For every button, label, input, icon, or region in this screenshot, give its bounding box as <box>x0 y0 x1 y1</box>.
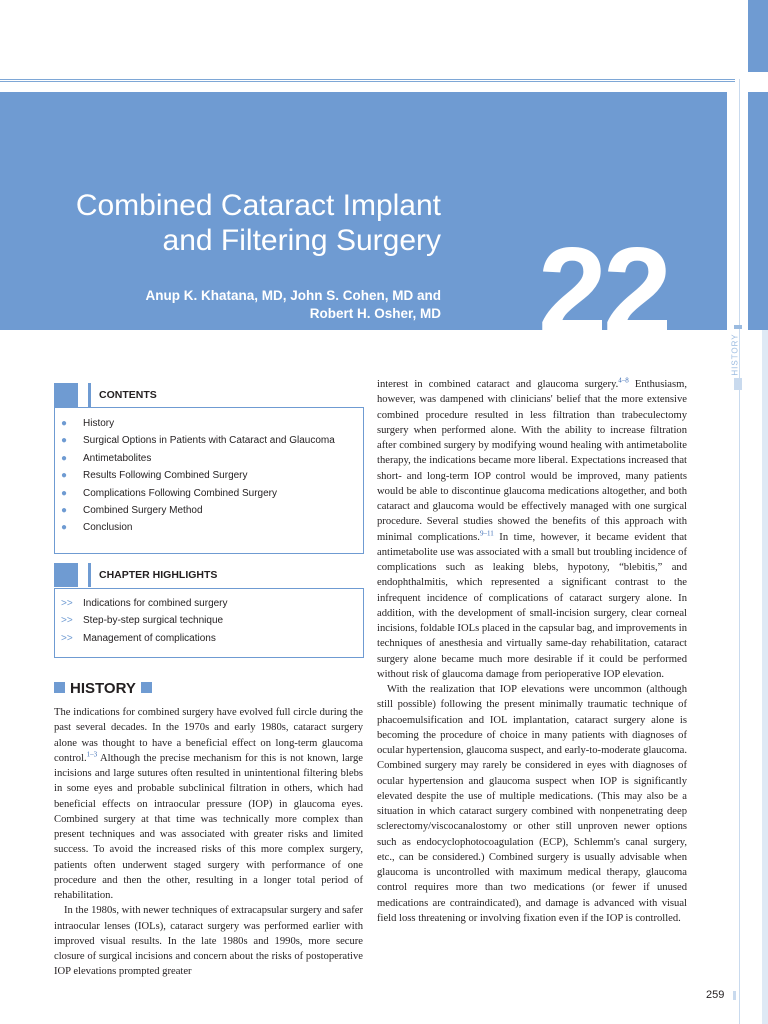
authors-line2: Robert H. Osher, MD <box>309 306 441 321</box>
bullet-icon: ● <box>61 487 68 499</box>
square-icon <box>141 682 152 693</box>
paragraph: With the realization that IOP elevations were uncommon (although still possible) following the present minimally traumatic technique of phacoemulsification and IOL implantation, cataract surgery alone is becoming the procedure of choice in many patients with diagnoses of ocular hypertension, glaucoma suspect, and early-to-moderate glaucoma. Combined surgery may rarely be considered in eyes with diagnoses of ocular hypertension and glaucoma suspect when IOP is significantly elevated despite the use of multiple medications. (This may also be a situation in which cataract surgery combined with nonpenetrating deep sclerectomy/viscocanalostomy or other still unproven newer options such as endocyclophotocoagulation (ECP), Schlemm's canal surgery, etc., can be considered.) Combined surgery is usually advisable when glaucoma is uncontrolled with maximum medical therapy, glaucoma control requires more than two medications (or fewer if unused medications are contraindicated), and damage is advanced with visual field loss threatening or involving fixation even if the IOP is controlled. <box>377 684 687 924</box>
contents-item[interactable]: ● Antimetabolites <box>55 450 363 467</box>
header-rule <box>0 79 735 80</box>
side-section-label <box>730 330 742 380</box>
bullet-icon: ● <box>61 418 68 429</box>
body-column-left <box>54 705 363 980</box>
highlights-label-box <box>88 563 367 587</box>
authors-line1: Anup K. Khatana, MD, John S. Cohen, MD and <box>145 288 441 303</box>
header-rule-secondary <box>0 81 735 82</box>
section-heading-history <box>54 680 152 698</box>
highlight-item: >> Indications for combined surgery <box>55 595 363 612</box>
highlights-list <box>55 595 363 647</box>
page-number: 259 <box>706 989 725 1001</box>
chapter-title <box>76 188 441 258</box>
citation-link[interactable]: 1–3 <box>86 750 98 759</box>
contents-square-icon <box>54 383 78 407</box>
double-chevron-icon: >> <box>61 632 73 644</box>
bullet-icon: ● <box>61 435 68 447</box>
highlights-box <box>54 588 364 658</box>
paragraph: interest in combined cataract and glaucoma surgery.$^{4-8}$ Enthusiasm, however, was dampened with clinicians' belief that the more extensive combined procedure resulted in less filtration than trabeculectomy surgery when performed alone. With the ability to increase filtration after combined surgery by modifying wound healing with antimetabolite therapy, the indications became more liberal. Expectations increased that short- and long-term IOP control would be improved, many patients would be able to discontinue glaucoma medications altogether, and both cataract and glaucoma would be effectively managed with one surgical procedure. Several studies showed the benefits of this approach with minimal complications.$^{9-11}$ In time, however, it became evident that antimetabolite use was associated with a small but troubling incidence of complications such as leaking blebs, hypotony, “blebitis,” and endophthalmitis, which represented a significant contrast to the infrequent incidence of complications of cataract surgery alone. In addition, with the development of small-incision surgery, clear corneal incisions, foldable IOLs placed in the capsular bag, and improvements in techniques of anesthesia and virtually same-day rehabilitation, cataract surgery alone became much more desirable if it could be performed without risk of glaucoma damage from perioperative IOP elevation. <box>377 376 688 680</box>
contents-label-box <box>88 383 367 407</box>
side-marker <box>734 325 742 329</box>
citation-link[interactable]: 9–11 <box>479 528 494 537</box>
margin-line <box>739 79 740 1024</box>
contents-item[interactable]: ● Surgical Options in Patients with Cataract and Glaucoma <box>55 432 363 449</box>
paragraph: The indications for combined surgery have evolved full circle during the past several decades. In the 1970s and early 1980s, cataract surgery alone was thought to have a beneficial effect on long-term glaucoma control.$^{1-3}$ Although the precise mechanism for this is not known, large incisions and large sutures often resulted in unintentional filtering blebs in some eyes and probable subclinical filtration in others, which had beneficial effects on intraocular pressure (IOP) in glaucoma eyes. Combined surgery at that time was technically more complex than present techniques and was associated with greater risks and limited success. To avoid the increased risks of this more complex surgery, patients often underwent staged surgery with performance of one procedure and then the other, resulting in a longer total period of rehabilitation. <box>54 707 363 901</box>
double-chevron-icon: >> <box>61 598 73 609</box>
contents-list <box>55 415 363 537</box>
paragraph: In the 1980s, with newer techniques of extracapsular surgery and safer intraocular lenses (IOLs), cataract surgery was performed earlier with improved visual results. In the late 1980s and 1990s, more secure closure of surgical incisions and concern about the risks of postoperative IOP elevations prompted greater <box>54 905 363 978</box>
bullet-icon: ● <box>61 504 68 516</box>
bullet-icon: ● <box>61 470 68 482</box>
contents-heading: CONTENTS <box>99 389 157 401</box>
side-marker-lower <box>734 378 742 390</box>
side-section-text: HISTORY <box>730 333 740 376</box>
chapter-title-line1: Combined Cataract Implant <box>75 189 441 222</box>
highlights-heading: CHAPTER HIGHLIGHTS <box>99 569 218 581</box>
contents-item[interactable]: ● Conclusion <box>55 519 363 536</box>
chapter-title-line2: and Filtering Surgery <box>162 224 441 257</box>
highlight-item: >> Step-by-step surgical technique <box>55 612 363 629</box>
citation-link[interactable]: 4–8 <box>618 376 629 385</box>
contents-item[interactable]: ● History <box>55 415 363 432</box>
side-bar <box>762 330 768 1024</box>
page-number-marker <box>733 991 736 1000</box>
history-heading-text: HISTORY <box>70 680 136 697</box>
chapter-number: 22 <box>538 223 668 361</box>
corner-tab <box>748 0 768 72</box>
chapter-banner-tab <box>748 92 768 330</box>
contents-box <box>54 407 364 554</box>
contents-item[interactable]: ● Results Following Combined Surgery <box>55 467 363 484</box>
bullet-icon: ● <box>61 452 68 464</box>
square-icon <box>54 682 65 693</box>
highlights-square-icon <box>54 563 78 587</box>
contents-item[interactable]: ● Combined Surgery Method <box>55 502 363 519</box>
contents-item[interactable]: ● Complications Following Combined Surgery <box>55 485 363 502</box>
bullet-icon: ● <box>61 522 68 534</box>
body-column-right <box>377 377 687 926</box>
double-chevron-icon: >> <box>61 615 73 627</box>
highlight-item: >> Management of complications <box>55 630 363 647</box>
chapter-authors <box>146 287 442 323</box>
